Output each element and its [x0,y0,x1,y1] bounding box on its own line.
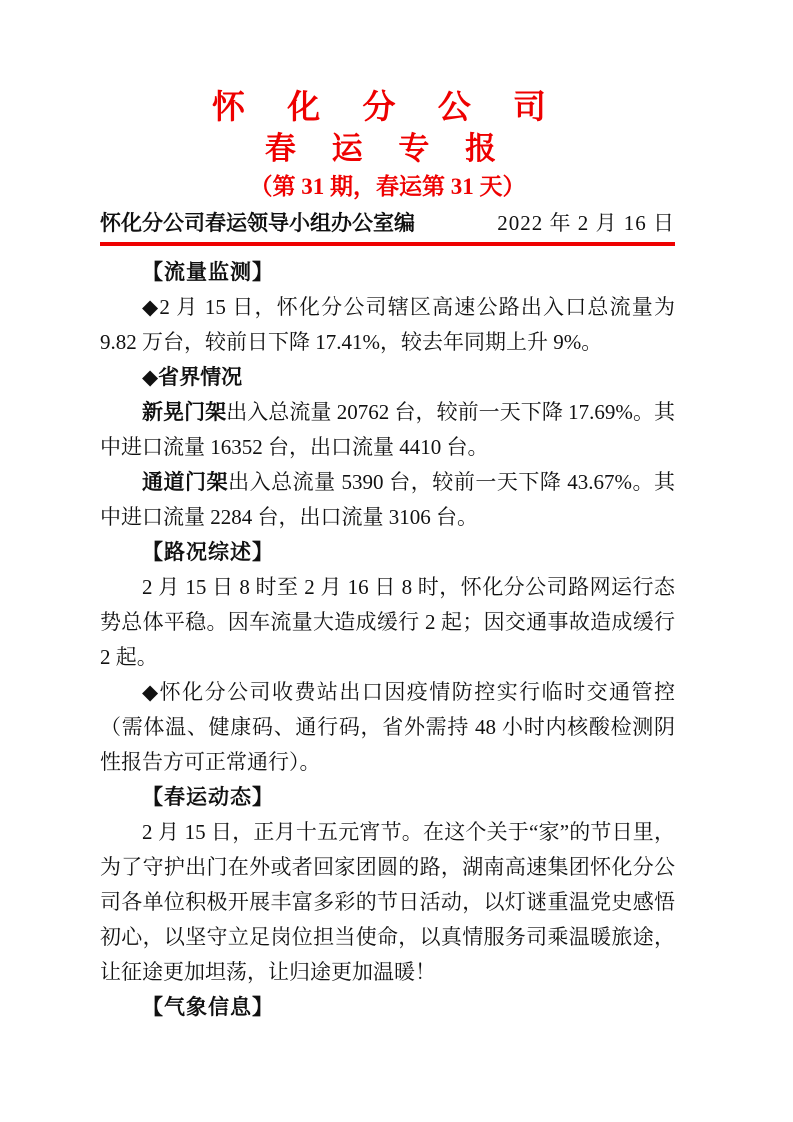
paragraph: ◆2 月 15 日，怀化分公司辖区高速公路出入口总流量为 9.82 万台，较前日下降 17.41%，较去年同期上升 9%。 [100,295,675,354]
subheading-province-border: ◆省界情况 [142,365,243,389]
section-heading: 【春运动态】 [142,786,274,809]
report-header [100,88,675,246]
paragraph [100,465,675,535]
section-heading: 【气象信息】 [142,996,274,1019]
paragraph-text: 出入总流量 20762 台，较前一天下降 17.69%。其中进口流量 16352 台，出口流量 4410 台。 [100,400,675,459]
issue-line: （第 31 期，春运第 31 天） [249,174,526,199]
section-heading: 【路况综述】 [142,541,274,564]
paragraph-text: 出入总流量 5390 台，较前一天下降 43.67%。其中进口流量 2284 台，出口流量 3106 台。 [100,470,675,529]
section-spring-festival-news [100,780,675,990]
section-heading: 【流量监测】 [142,261,274,284]
section-weather-info [100,990,675,1025]
paragraph: 2 月 15 日 8 时至 2 月 16 日 8 时，怀化分公司路网运行态势总体平稳。因车流量大造成缓行 2 起；因交通事故造成缓行 2 起。 [100,575,675,669]
section-road-conditions [100,535,675,780]
paragraph: 2 月 15 日，正月十五元宵节。在这个关于“家”的节日里，为了守护出门在外或者回家团圆的路，湖南高速集团怀化分公司各单位积极开展丰富多彩的节日活动，以灯谜重温党史感悟初心，以坚守立足岗位担当使命，以真情服务司乘温暖旅途，让征途更加坦荡，让归途更加温暖！ [100,820,675,984]
company-title: 怀 化 分 公 司 [212,90,563,126]
paragraph [100,395,675,465]
gantry-name: 通道门架 [142,470,229,494]
section-traffic-monitoring [100,255,675,535]
report-title: 春 运 专 报 [264,131,511,166]
paragraph: ◆怀化分公司收费站出口因疫情防控实行临时交通管控（需体温、健康码、通行码，省外需持 48 小时内核酸检测阴性报告方可正常通行）。 [100,680,675,774]
date-line: 2022 年 2 月 16 日 [497,211,675,235]
masthead [100,210,675,246]
report-body [100,255,675,1025]
gantry-name: 新晃门架 [142,400,227,424]
editor-line: 怀化分公司春运领导小组办公室编 [100,211,415,235]
